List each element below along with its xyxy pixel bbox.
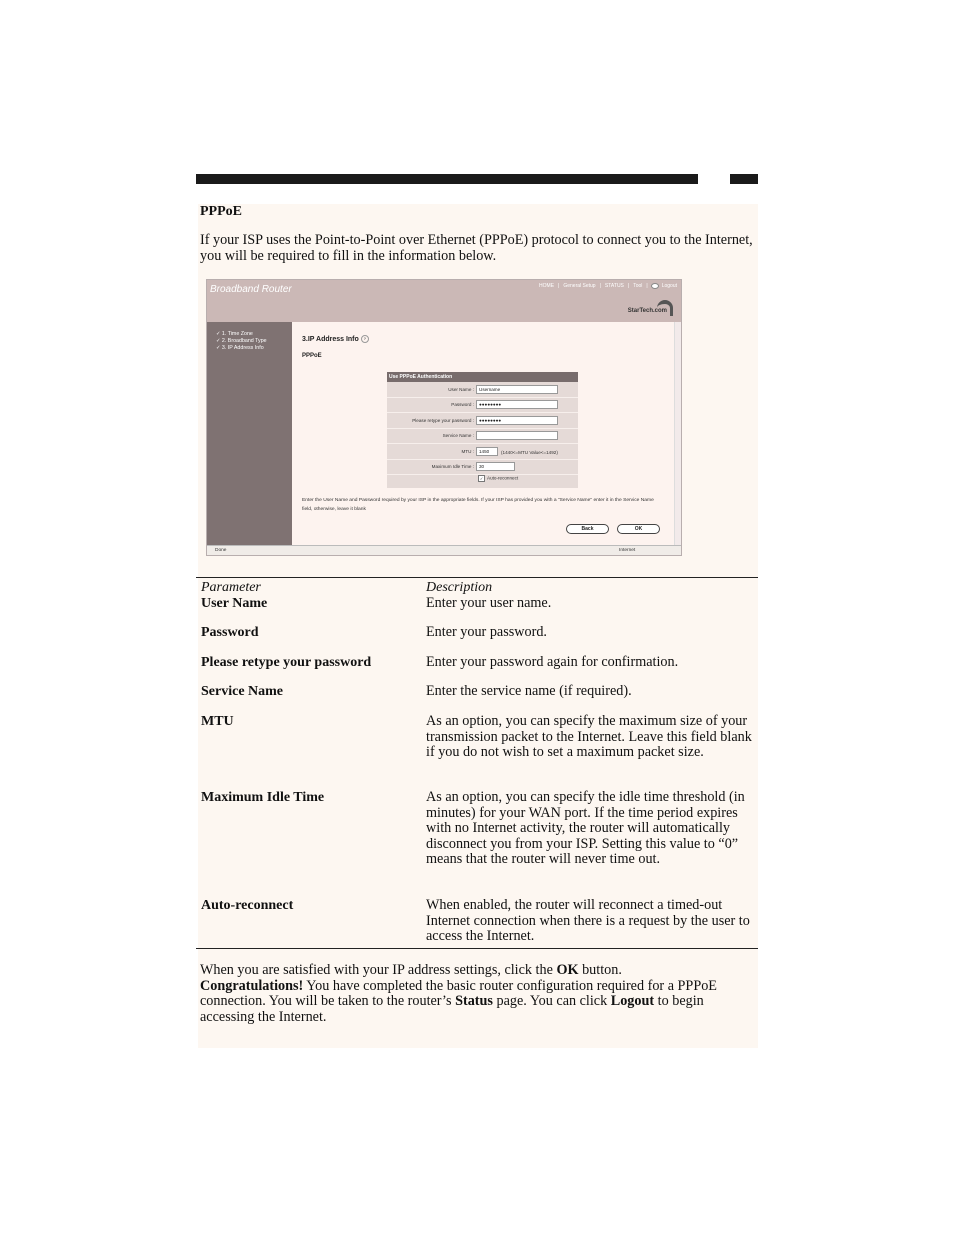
service-name-input[interactable] [476,431,558,440]
check-icon: ✓ [216,338,222,344]
table-bottom-rule [196,948,758,949]
congrats-emphasis: Congratulations! [200,977,304,994]
param-desc: As an option, you can specify the maximum size of your transmission packet to the Internet. Leave this field blank if you do not wish to set a maximum packet size. [426,713,752,761]
router-page-subtitle: PPPoE [302,353,322,359]
help-text: Enter the User Name and Password required by your ISP in the appropriate fields. If your ISP has provided you with a "Service Name" enter it in the Service Name field, otherwise, leave it blank [302,498,654,512]
back-button[interactable]: Back [566,524,609,534]
user-name-input[interactable]: Username [476,385,558,394]
browser-status-bar [207,545,681,555]
status-zone: Internet [619,548,636,553]
param-name: Maximum Idle Time [201,790,325,805]
table-header-description: Description [426,580,493,595]
nav-logout[interactable]: Logout [661,283,677,289]
param-name: Auto-reconnect [201,898,294,913]
param-name: Please retype your password [201,655,372,670]
router-screenshot [206,279,682,556]
router-sidebar [207,322,292,545]
row-auto-reconnect [387,475,578,489]
startech-logo: StarTech.com [627,308,667,314]
closing-paragraph: When you are satisfied with your IP address settings, click the OK button. Congratulations! You have completed the basic router configuration required for a PPPoE connection. You will be taken to the router’s Status page. You can click Logout to begin accessing the Internet. [200,962,717,1025]
intro-paragraph: If your ISP uses the Point-to-Point over Ethernet (PPPoE) protocol to connect you to the Internet, you will be required to fill in the information below. [200,232,753,264]
mtu-input[interactable]: 1450 [476,447,498,456]
param-desc: Enter the service name (if required). [426,683,632,699]
table-header-parameter: Parameter [201,580,261,595]
router-nav: HOME | General Setup | STATUS | Tool | Logout [539,283,677,289]
help-icon[interactable]: ? [361,335,369,343]
ok-emphasis: OK [556,962,579,978]
param-desc: As an option, you can specify the idle time threshold (in minutes) for your WAN port. If the time period expires with no Internet activity, the router will automatically disconnect you from your ISP. Setting this value to “0” means that the router will never time out. [426,789,745,868]
nav-tool[interactable]: Tool [633,283,643,289]
status-done: Done [215,548,227,553]
param-desc: Enter your password again for confirmation. [426,654,679,670]
nav-status[interactable]: STATUS [604,283,624,289]
param-desc: Enter your password. [426,624,547,640]
row-password: Password : ●●●●●●●● [387,398,578,413]
router-page-title: 3.IP Address Info ? [302,335,369,343]
step-item-ip-address-info[interactable]: ✓ 3. IP Address Info [216,345,264,351]
header-rule-left [196,174,698,184]
row-user-name: User Name : Username [387,383,578,398]
section-title: PPPoE [200,204,242,219]
pppoe-form [387,372,578,488]
status-emphasis: Status [455,993,493,1010]
password-input[interactable]: ●●●●●●●● [476,400,558,409]
logout-radio-icon [651,283,659,289]
param-name: Service Name [201,684,284,699]
param-name: User Name [201,596,268,611]
nav-home[interactable]: HOME [539,283,555,289]
nav-general-setup[interactable]: General Setup [563,283,596,289]
idle-time-input[interactable]: 30 [476,462,515,471]
step-item-time-zone[interactable]: ✓ 1. Time Zone [216,331,253,337]
logout-emphasis: Logout [610,993,655,1010]
param-name: Password [201,625,259,640]
header-rule-right [730,174,758,184]
param-desc: When enabled, the router will reconnect a timed-out Internet connection when there is a request by the user to access the Internet. [426,897,750,945]
retype-password-input[interactable]: ●●●●●●●● [476,416,558,425]
param-desc: Enter your user name. [426,595,552,611]
row-service-name: Service Name : [387,429,578,444]
step-item-broadband-type[interactable]: ✓ 2. Broadband Type [216,338,267,344]
ok-button[interactable]: OK [617,524,660,534]
auto-reconnect-label: Auto-reconnect [487,475,519,481]
mtu-hint: (1440<=MTU Value<=1492) [501,450,558,455]
vertical-scrollbar[interactable] [674,322,681,545]
row-retype-password: Please retype your password : ●●●●●●●● [387,414,578,429]
router-main [292,322,681,545]
row-mtu: MTU : 1450 (1440<=MTU Value<=1492) [387,445,578,460]
table-top-rule [196,577,758,578]
row-idle-time: Maximum Idle Time : 30 [387,460,578,475]
router-header [207,280,681,322]
auto-reconnect-checkbox[interactable]: ✓ [479,476,484,481]
form-header: Use PPPoE Authentication [387,372,578,382]
check-icon: ✓ [216,345,222,351]
check-icon: ✓ [216,331,222,337]
param-name: MTU [201,714,234,729]
router-brand: Broadband Router [210,284,292,295]
